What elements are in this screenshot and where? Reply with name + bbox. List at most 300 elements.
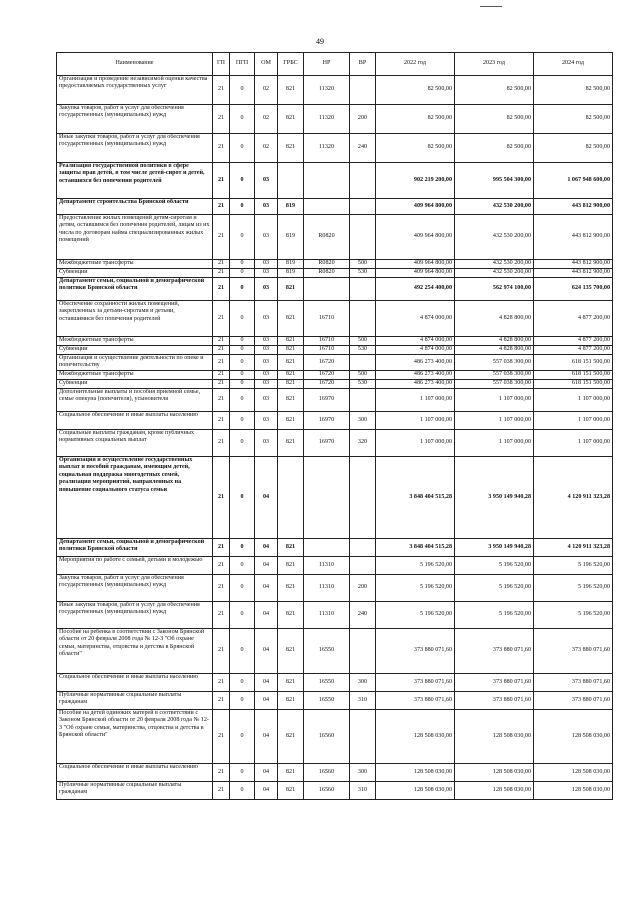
row-amount-2023: 1 107 000,00 bbox=[455, 388, 534, 411]
row-pgp: 0 bbox=[230, 76, 255, 105]
row-grbs: 821 bbox=[278, 355, 304, 371]
table-row bbox=[57, 538, 613, 556]
row-amount-2023: 3 950 149 940,28 bbox=[455, 538, 534, 556]
row-om: 04 bbox=[255, 601, 278, 628]
row-nr: 16560 bbox=[304, 709, 350, 763]
row-gp: 21 bbox=[213, 456, 230, 538]
row-amount-2023: 562 974 100,00 bbox=[455, 278, 534, 301]
row-vr bbox=[350, 709, 376, 763]
table-row bbox=[57, 215, 613, 260]
row-name: Социальное обеспечение и иные выплаты населению bbox=[57, 763, 213, 781]
row-vr: 200 bbox=[350, 574, 376, 601]
row-name: Департамент семьи, социальной и демографической политики Брянской области bbox=[57, 538, 213, 556]
row-grbs: 821 bbox=[278, 346, 304, 355]
row-grbs: 821 bbox=[278, 105, 304, 134]
row-nr bbox=[304, 456, 350, 538]
row-nr: 16720 bbox=[304, 355, 350, 371]
row-vr: 500 bbox=[350, 337, 376, 346]
row-pgp: 0 bbox=[230, 260, 255, 269]
row-grbs: 821 bbox=[278, 574, 304, 601]
row-amount-2023: 557 038 300,00 bbox=[455, 379, 534, 388]
row-amount-2024: 82 500,00 bbox=[534, 134, 613, 163]
header-vr: ВР bbox=[350, 53, 376, 76]
row-amount-2024: 1 107 000,00 bbox=[534, 411, 613, 429]
header-name: Наименование bbox=[57, 53, 213, 76]
row-name: Департамент семьи, социальной и демографической политики Брянской области bbox=[57, 278, 213, 301]
row-amount-2022: 409 964 800,00 bbox=[376, 199, 455, 215]
row-grbs bbox=[278, 456, 304, 538]
row-nr: 16710 bbox=[304, 301, 350, 337]
row-nr: 16720 bbox=[304, 370, 350, 379]
table-row bbox=[57, 628, 613, 673]
row-vr: 300 bbox=[350, 673, 376, 691]
row-nr: 16970 bbox=[304, 429, 350, 456]
row-amount-2023: 432 530 200,00 bbox=[455, 260, 534, 269]
row-gp: 21 bbox=[213, 370, 230, 379]
row-name: Дополнительные выплаты и пособия приемной семье, семье опекуна (попечителя), усыновителя bbox=[57, 388, 213, 411]
row-om: 04 bbox=[255, 691, 278, 709]
row-nr: 16560 bbox=[304, 763, 350, 781]
row-pgp: 0 bbox=[230, 429, 255, 456]
row-vr: 500 bbox=[350, 370, 376, 379]
table-row bbox=[57, 429, 613, 456]
row-pgp: 0 bbox=[230, 355, 255, 371]
row-grbs: 821 bbox=[278, 301, 304, 337]
row-om: 03 bbox=[255, 163, 278, 199]
row-om: 02 bbox=[255, 105, 278, 134]
row-amount-2023: 82 500,00 bbox=[455, 134, 534, 163]
row-gp: 21 bbox=[213, 215, 230, 260]
row-nr: 11310 bbox=[304, 556, 350, 574]
row-name: Закупка товаров, работ и услуг для обеспечения государственных (муниципальных) нужд bbox=[57, 105, 213, 134]
row-pgp: 0 bbox=[230, 763, 255, 781]
row-pgp: 0 bbox=[230, 628, 255, 673]
table-row bbox=[57, 355, 613, 371]
row-name: Публичные нормативные социальные выплаты гражданам bbox=[57, 691, 213, 709]
table-row bbox=[57, 134, 613, 163]
row-om: 04 bbox=[255, 709, 278, 763]
row-gp: 21 bbox=[213, 76, 230, 105]
row-om: 03 bbox=[255, 278, 278, 301]
row-grbs: 821 bbox=[278, 429, 304, 456]
row-amount-2022: 373 880 071,60 bbox=[376, 691, 455, 709]
row-amount-2023: 373 880 071,60 bbox=[455, 628, 534, 673]
row-amount-2024: 443 812 900,00 bbox=[534, 215, 613, 260]
row-gp: 21 bbox=[213, 411, 230, 429]
row-vr: 320 bbox=[350, 429, 376, 456]
row-vr bbox=[350, 163, 376, 199]
row-amount-2024: 624 135 700,00 bbox=[534, 278, 613, 301]
row-gp: 21 bbox=[213, 199, 230, 215]
row-om: 03 bbox=[255, 411, 278, 429]
table-row bbox=[57, 260, 613, 269]
row-grbs: 821 bbox=[278, 781, 304, 799]
row-amount-2024: 443 812 900,00 bbox=[534, 199, 613, 215]
row-amount-2024: 373 880 071,60 bbox=[534, 691, 613, 709]
row-vr bbox=[350, 456, 376, 538]
row-name: Пособие на детей одиноких матерей в соответствии с Законом Брянской области от 20 февраля 2008 года № 12-З "Об охране семьи, материнства, отцовства и детства в Брянской области" bbox=[57, 709, 213, 763]
row-name: Социальные выплаты гражданам, кроме публичных нормативных социальных выплат bbox=[57, 429, 213, 456]
row-name: Мероприятия по работе с семьей, детьми и молодежью bbox=[57, 556, 213, 574]
row-amount-2022: 128 508 030,00 bbox=[376, 763, 455, 781]
row-nr: 16710 bbox=[304, 346, 350, 355]
row-pgp: 0 bbox=[230, 134, 255, 163]
row-vr bbox=[350, 215, 376, 260]
row-amount-2024: 1 107 000,00 bbox=[534, 429, 613, 456]
row-amount-2023: 995 504 300,00 bbox=[455, 163, 534, 199]
row-nr bbox=[304, 278, 350, 301]
table-row bbox=[57, 105, 613, 134]
row-amount-2022: 409 964 800,00 bbox=[376, 260, 455, 269]
row-pgp: 0 bbox=[230, 199, 255, 215]
row-amount-2024: 4 877 200,00 bbox=[534, 337, 613, 346]
row-grbs: 821 bbox=[278, 370, 304, 379]
row-amount-2022: 82 500,00 bbox=[376, 134, 455, 163]
row-nr: 16970 bbox=[304, 388, 350, 411]
row-amount-2023: 5 196 520,00 bbox=[455, 556, 534, 574]
row-nr: 11320 bbox=[304, 76, 350, 105]
row-grbs: 821 bbox=[278, 388, 304, 411]
row-grbs: 821 bbox=[278, 628, 304, 673]
row-amount-2023: 373 880 071,60 bbox=[455, 691, 534, 709]
row-amount-2024: 128 508 030,00 bbox=[534, 709, 613, 763]
row-grbs: 821 bbox=[278, 709, 304, 763]
row-pgp: 0 bbox=[230, 105, 255, 134]
row-name: Субвенции bbox=[57, 346, 213, 355]
row-gp: 21 bbox=[213, 709, 230, 763]
row-vr bbox=[350, 199, 376, 215]
row-amount-2023: 82 500,00 bbox=[455, 105, 534, 134]
row-grbs: 821 bbox=[278, 538, 304, 556]
row-amount-2023: 5 196 520,00 bbox=[455, 601, 534, 628]
row-amount-2023: 3 950 149 940,28 bbox=[455, 456, 534, 538]
row-amount-2023: 373 880 071,60 bbox=[455, 673, 534, 691]
row-name: Организация и осуществление деятельности по опеке и попечительству bbox=[57, 355, 213, 371]
row-amount-2022: 3 848 404 515,28 bbox=[376, 456, 455, 538]
table-row bbox=[57, 574, 613, 601]
row-grbs: 819 bbox=[278, 215, 304, 260]
row-gp: 21 bbox=[213, 429, 230, 456]
row-grbs: 819 bbox=[278, 199, 304, 215]
row-nr: R0820 bbox=[304, 215, 350, 260]
row-amount-2024: 128 508 030,00 bbox=[534, 781, 613, 799]
row-amount-2022: 3 848 404 515,28 bbox=[376, 538, 455, 556]
row-om: 04 bbox=[255, 574, 278, 601]
row-name: Реализация государственной политики в сфере защиты прав детей, в том числе детей-сирот и детей, оставшихся без попечения родителей bbox=[57, 163, 213, 199]
row-pgp: 0 bbox=[230, 388, 255, 411]
scan-mark bbox=[480, 6, 502, 7]
row-amount-2022: 1 107 000,00 bbox=[376, 388, 455, 411]
row-pgp: 0 bbox=[230, 691, 255, 709]
row-vr bbox=[350, 278, 376, 301]
row-vr: 310 bbox=[350, 691, 376, 709]
row-pgp: 0 bbox=[230, 163, 255, 199]
row-om: 03 bbox=[255, 355, 278, 371]
row-amount-2023: 1 107 000,00 bbox=[455, 411, 534, 429]
row-amount-2024: 82 500,00 bbox=[534, 76, 613, 105]
row-gp: 21 bbox=[213, 691, 230, 709]
row-nr: 11310 bbox=[304, 601, 350, 628]
row-vr: 530 bbox=[350, 379, 376, 388]
row-nr: 11310 bbox=[304, 574, 350, 601]
row-amount-2024: 1 107 000,00 bbox=[534, 388, 613, 411]
row-amount-2024: 4 877 200,00 bbox=[534, 301, 613, 337]
row-gp: 21 bbox=[213, 388, 230, 411]
row-om: 03 bbox=[255, 388, 278, 411]
row-pgp: 0 bbox=[230, 337, 255, 346]
row-pgp: 0 bbox=[230, 556, 255, 574]
row-name: Пособие на ребенка в соответствии с Законом Брянской области от 20 февраля 2008 года № 12-З "Об охране семьи, материнства, отцовства и детства в Брянской области" bbox=[57, 628, 213, 673]
header-2024: 2024 год bbox=[534, 53, 613, 76]
row-gp: 21 bbox=[213, 781, 230, 799]
row-om: 03 bbox=[255, 346, 278, 355]
table-row bbox=[57, 269, 613, 278]
row-amount-2023: 4 828 800,00 bbox=[455, 301, 534, 337]
row-name: Организация и осуществление государственных выплат и пособий гражданам, имеющим детей, социальная поддержка многодетных семей, реализация мероприятий, направленных на повышение социального статуса семьи bbox=[57, 456, 213, 538]
row-amount-2024: 618 151 500,00 bbox=[534, 355, 613, 371]
row-name: Департамент строительства Брянской области bbox=[57, 199, 213, 215]
row-amount-2022: 128 508 030,00 bbox=[376, 709, 455, 763]
row-nr bbox=[304, 538, 350, 556]
row-gp: 21 bbox=[213, 346, 230, 355]
row-nr: R0820 bbox=[304, 269, 350, 278]
row-amount-2023: 432 530 200,00 bbox=[455, 199, 534, 215]
row-om: 03 bbox=[255, 199, 278, 215]
row-amount-2023: 128 508 030,00 bbox=[455, 763, 534, 781]
header-om: ОМ bbox=[255, 53, 278, 76]
row-om: 03 bbox=[255, 429, 278, 456]
table-row bbox=[57, 379, 613, 388]
row-name: Предоставление жилых помещений детям-сиротам и детям, оставшимся без попечения родителей, лицам из их числа по договорам найма специализированных жилых помещений bbox=[57, 215, 213, 260]
row-om: 03 bbox=[255, 379, 278, 388]
row-amount-2022: 373 880 071,60 bbox=[376, 673, 455, 691]
budget-table bbox=[56, 52, 613, 800]
row-amount-2024: 373 880 071,60 bbox=[534, 628, 613, 673]
row-amount-2022: 5 196 520,00 bbox=[376, 601, 455, 628]
row-vr: 200 bbox=[350, 105, 376, 134]
table-row bbox=[57, 346, 613, 355]
row-name: Межбюджетные трансферты bbox=[57, 370, 213, 379]
row-amount-2024: 373 880 071,60 bbox=[534, 673, 613, 691]
row-vr: 530 bbox=[350, 346, 376, 355]
row-amount-2022: 409 964 800,00 bbox=[376, 215, 455, 260]
table-row bbox=[57, 763, 613, 781]
header-grbs: ГРБС bbox=[278, 53, 304, 76]
row-name: Субвенции bbox=[57, 269, 213, 278]
table-row bbox=[57, 199, 613, 215]
row-amount-2023: 432 530 200,00 bbox=[455, 269, 534, 278]
row-amount-2023: 1 107 000,00 bbox=[455, 429, 534, 456]
row-grbs bbox=[278, 163, 304, 199]
table-row bbox=[57, 370, 613, 379]
row-amount-2022: 486 273 400,00 bbox=[376, 379, 455, 388]
row-pgp: 0 bbox=[230, 709, 255, 763]
table-row bbox=[57, 456, 613, 538]
row-vr: 240 bbox=[350, 601, 376, 628]
table-row bbox=[57, 278, 613, 301]
row-grbs: 821 bbox=[278, 763, 304, 781]
row-om: 04 bbox=[255, 781, 278, 799]
row-nr bbox=[304, 199, 350, 215]
row-nr: 16720 bbox=[304, 379, 350, 388]
table-row bbox=[57, 691, 613, 709]
row-grbs: 821 bbox=[278, 673, 304, 691]
row-pgp: 0 bbox=[230, 301, 255, 337]
table-row bbox=[57, 163, 613, 199]
row-amount-2023: 4 828 800,00 bbox=[455, 337, 534, 346]
header-gp: ГП bbox=[213, 53, 230, 76]
row-vr: 300 bbox=[350, 411, 376, 429]
row-nr: 11320 bbox=[304, 134, 350, 163]
row-amount-2024: 5 196 520,00 bbox=[534, 556, 613, 574]
table-row bbox=[57, 337, 613, 346]
row-vr bbox=[350, 628, 376, 673]
row-amount-2022: 486 273 400,00 bbox=[376, 370, 455, 379]
row-om: 03 bbox=[255, 260, 278, 269]
row-grbs: 821 bbox=[278, 379, 304, 388]
row-nr: 16560 bbox=[304, 781, 350, 799]
row-amount-2022: 4 874 000,00 bbox=[376, 337, 455, 346]
row-amount-2022: 373 880 071,60 bbox=[376, 628, 455, 673]
row-om: 03 bbox=[255, 337, 278, 346]
row-amount-2024: 618 151 500,00 bbox=[534, 370, 613, 379]
row-name: Социальное обеспечение и иные выплаты населению bbox=[57, 673, 213, 691]
row-om: 03 bbox=[255, 215, 278, 260]
header-2023: 2023 год bbox=[455, 53, 534, 76]
table-row bbox=[57, 388, 613, 411]
row-amount-2022: 902 219 200,00 bbox=[376, 163, 455, 199]
row-name: Закупка товаров, работ и услуг для обеспечения государственных (муниципальных) нужд bbox=[57, 574, 213, 601]
row-pgp: 0 bbox=[230, 673, 255, 691]
row-grbs: 821 bbox=[278, 76, 304, 105]
row-amount-2024: 5 196 520,00 bbox=[534, 601, 613, 628]
row-gp: 21 bbox=[213, 628, 230, 673]
row-gp: 21 bbox=[213, 163, 230, 199]
row-amount-2022: 492 254 400,00 bbox=[376, 278, 455, 301]
row-gp: 21 bbox=[213, 355, 230, 371]
row-om: 04 bbox=[255, 538, 278, 556]
row-vr bbox=[350, 301, 376, 337]
row-nr bbox=[304, 163, 350, 199]
row-amount-2024: 4 120 911 323,28 bbox=[534, 456, 613, 538]
row-vr: 500 bbox=[350, 260, 376, 269]
row-name: Публичные нормативные социальные выплаты гражданам bbox=[57, 781, 213, 799]
row-pgp: 0 bbox=[230, 601, 255, 628]
table-row bbox=[57, 709, 613, 763]
row-pgp: 0 bbox=[230, 269, 255, 278]
header-nr: НР bbox=[304, 53, 350, 76]
row-name: Субвенции bbox=[57, 379, 213, 388]
row-nr: 16970 bbox=[304, 411, 350, 429]
row-amount-2022: 82 500,00 bbox=[376, 76, 455, 105]
row-vr bbox=[350, 556, 376, 574]
row-gp: 21 bbox=[213, 763, 230, 781]
row-om: 04 bbox=[255, 556, 278, 574]
row-gp: 21 bbox=[213, 379, 230, 388]
row-vr bbox=[350, 388, 376, 411]
row-amount-2024: 443 812 900,00 bbox=[534, 269, 613, 278]
row-amount-2023: 128 508 030,00 bbox=[455, 781, 534, 799]
row-name: Организация и проведение независимой оценки качества предоставляемых государственных услуг bbox=[57, 76, 213, 105]
row-pgp: 0 bbox=[230, 370, 255, 379]
table-row bbox=[57, 673, 613, 691]
row-vr: 530 bbox=[350, 269, 376, 278]
row-nr: R0820 bbox=[304, 260, 350, 269]
row-gp: 21 bbox=[213, 269, 230, 278]
row-pgp: 0 bbox=[230, 278, 255, 301]
row-name: Иные закупки товаров, работ и услуг для обеспечения государственных (муниципальных) нужд bbox=[57, 134, 213, 163]
row-gp: 21 bbox=[213, 673, 230, 691]
row-nr: 16550 bbox=[304, 628, 350, 673]
row-gp: 21 bbox=[213, 260, 230, 269]
row-pgp: 0 bbox=[230, 346, 255, 355]
row-om: 04 bbox=[255, 628, 278, 673]
row-gp: 21 bbox=[213, 556, 230, 574]
header-pgp: ПГП bbox=[230, 53, 255, 76]
row-amount-2024: 618 151 500,00 bbox=[534, 379, 613, 388]
row-grbs: 821 bbox=[278, 556, 304, 574]
page-number: 49 bbox=[316, 37, 324, 46]
header-2022: 2022 год bbox=[376, 53, 455, 76]
row-nr: 16710 bbox=[304, 337, 350, 346]
row-amount-2023: 5 196 520,00 bbox=[455, 574, 534, 601]
row-pgp: 0 bbox=[230, 574, 255, 601]
table-row bbox=[57, 556, 613, 574]
row-om: 04 bbox=[255, 763, 278, 781]
row-amount-2024: 4 120 911 323,28 bbox=[534, 538, 613, 556]
row-gp: 21 bbox=[213, 278, 230, 301]
row-vr: 310 bbox=[350, 781, 376, 799]
row-amount-2023: 82 500,00 bbox=[455, 76, 534, 105]
row-amount-2024: 5 196 520,00 bbox=[534, 574, 613, 601]
row-grbs: 821 bbox=[278, 691, 304, 709]
row-amount-2022: 4 874 000,00 bbox=[376, 346, 455, 355]
table-row bbox=[57, 411, 613, 429]
row-gp: 21 bbox=[213, 301, 230, 337]
row-amount-2022: 1 107 000,00 bbox=[376, 429, 455, 456]
row-om: 03 bbox=[255, 301, 278, 337]
row-grbs: 819 bbox=[278, 260, 304, 269]
row-gp: 21 bbox=[213, 538, 230, 556]
row-name: Межбюджетные трансферты bbox=[57, 337, 213, 346]
row-gp: 21 bbox=[213, 574, 230, 601]
row-amount-2024: 82 500,00 bbox=[534, 105, 613, 134]
row-grbs: 821 bbox=[278, 411, 304, 429]
row-om: 02 bbox=[255, 134, 278, 163]
row-name: Иные закупки товаров, работ и услуг для обеспечения государственных (муниципальных) нужд bbox=[57, 601, 213, 628]
row-om: 02 bbox=[255, 76, 278, 105]
row-name: Межбюджетные трансферты bbox=[57, 260, 213, 269]
row-om: 04 bbox=[255, 673, 278, 691]
row-amount-2022: 5 196 520,00 bbox=[376, 574, 455, 601]
row-om: 03 bbox=[255, 370, 278, 379]
row-amount-2023: 4 828 800,00 bbox=[455, 346, 534, 355]
row-amount-2023: 557 038 300,00 bbox=[455, 370, 534, 379]
row-om: 03 bbox=[255, 269, 278, 278]
row-amount-2022: 1 107 000,00 bbox=[376, 411, 455, 429]
table-row bbox=[57, 76, 613, 105]
row-amount-2022: 82 500,00 bbox=[376, 105, 455, 134]
row-amount-2024: 1 067 948 600,00 bbox=[534, 163, 613, 199]
row-nr: 16550 bbox=[304, 691, 350, 709]
row-amount-2022: 486 273 400,00 bbox=[376, 355, 455, 371]
row-grbs: 821 bbox=[278, 337, 304, 346]
row-amount-2022: 128 508 030,00 bbox=[376, 781, 455, 799]
row-vr: 300 bbox=[350, 763, 376, 781]
row-gp: 21 bbox=[213, 601, 230, 628]
row-amount-2023: 432 530 200,00 bbox=[455, 215, 534, 260]
row-nr: 11320 bbox=[304, 105, 350, 134]
